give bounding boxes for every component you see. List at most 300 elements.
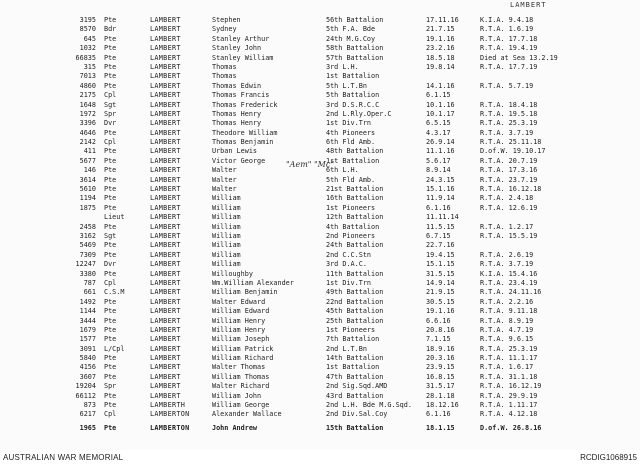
cell-surname: LAMBERT <box>150 241 181 250</box>
cell-rank: Pte <box>104 175 117 184</box>
table-row <box>0 110 640 119</box>
cell-given-names: Thomas Edwin <box>212 81 262 90</box>
cell-rank: L/Cpl <box>104 344 125 353</box>
cell-unit: 11th Battalion <box>326 269 384 278</box>
cell-rank: Cpl <box>104 278 117 287</box>
cell-enlistment-date: 19.1.16 <box>426 307 455 316</box>
cell-given-names: Thomas Frederick <box>212 100 278 109</box>
cell-unit: 4th Battalion <box>326 222 380 231</box>
cell-given-names: William <box>212 222 241 231</box>
cell-service-number: 3396 <box>79 119 96 128</box>
cell-unit: 56th Battalion <box>326 16 384 24</box>
cell-enlistment-date: 20.8.16 <box>426 325 455 334</box>
cell-surname: LAMBERT <box>150 307 181 316</box>
cell-given-names: William <box>212 250 241 259</box>
cell-enlistment-date: 26.9.14 <box>426 138 455 147</box>
cell-surname: LAMBERTON <box>150 410 190 419</box>
cell-unit: 7th Battalion <box>326 335 380 344</box>
cell-unit: 15th Battalion <box>326 423 384 432</box>
cell-surname: LAMBERT <box>150 325 181 334</box>
cell-given-names: William <box>212 231 241 240</box>
cell-surname: LAMBERT <box>150 344 181 353</box>
cell-surname: LAMBERT <box>150 185 181 194</box>
cell-unit: 21st Battalion <box>326 185 384 194</box>
cell-enlistment-date: 15.1.15 <box>426 260 455 269</box>
cell-service-number: 66112 <box>75 391 96 400</box>
cell-enlistment-date: 30.5.15 <box>426 297 455 306</box>
cell-rank: Lieut <box>104 213 125 222</box>
cell-enlistment-date: 14.1.16 <box>426 81 455 90</box>
roll-table <box>0 16 640 433</box>
cell-fate: R.T.A. 20.7.19 <box>480 156 538 165</box>
cell-surname: LAMBERT <box>150 128 181 137</box>
table-row <box>0 25 640 34</box>
cell-service-number: 12247 <box>75 260 96 269</box>
cell-surname: LAMBERT <box>150 297 181 306</box>
cell-unit: 6th L.H. <box>326 166 359 175</box>
cell-surname: LAMBERT <box>150 25 181 34</box>
cell-unit: 5th Battalion <box>326 91 380 100</box>
cell-rank: Pte <box>104 34 117 43</box>
cell-given-names: Stanley William <box>212 53 274 62</box>
cell-unit: 2nd C.C.Stn <box>326 250 372 259</box>
cell-enlistment-date: 6.5.15 <box>426 119 451 128</box>
cell-fate: R.T.A. 1.6.17 <box>480 363 534 372</box>
cell-enlistment-date: 4.3.17 <box>426 128 451 137</box>
cell-surname: LAMBERT <box>150 316 181 325</box>
cell-fate: R.T.A. 19.4.19 <box>480 44 538 53</box>
table-row <box>0 307 640 316</box>
cell-rank: Pte <box>104 53 117 62</box>
cell-service-number: 3614 <box>79 175 96 184</box>
cell-surname: LAMBERT <box>150 288 181 297</box>
cell-given-names: Theodore William <box>212 128 278 137</box>
cell-fate: R.T.A. 23.7.19 <box>480 175 538 184</box>
cell-rank: Sgt <box>104 231 117 240</box>
cell-enlistment-date: 11.1.16 <box>426 147 455 156</box>
cell-given-names: Walter <box>212 166 237 175</box>
cell-fate: R.T.A. 24.11.16 <box>480 288 542 297</box>
cell-fate: R.T.A. 2.6.19 <box>480 250 534 259</box>
cell-service-number: 1679 <box>79 325 96 334</box>
cell-given-names: Walter Thomas <box>212 363 266 372</box>
cell-surname: LAMBERT <box>150 138 181 147</box>
cell-enlistment-date: 18.12.16 <box>426 401 459 410</box>
table-row <box>0 373 640 382</box>
cell-surname: LAMBERT <box>150 269 181 278</box>
cell-rank: Cpl <box>104 410 117 419</box>
cell-enlistment-date: 31.5.15 <box>426 269 455 278</box>
cell-unit: 1st Div.Trn <box>326 278 372 287</box>
table-row <box>0 101 640 110</box>
cell-service-number: 787 <box>83 278 96 287</box>
cell-given-names: Thomas Francis <box>212 91 270 100</box>
table-row <box>0 260 640 269</box>
cell-surname: LAMBERTH <box>150 401 186 410</box>
cell-rank: Pte <box>104 147 117 156</box>
cell-fate: R.T.A. 3.7.19 <box>480 128 534 137</box>
cell-unit: 16th Battalion <box>326 194 384 203</box>
cell-unit: 1st Battalion <box>326 363 380 372</box>
cell-service-number: 5610 <box>79 185 96 194</box>
cell-enlistment-date: 6.6.16 <box>426 316 451 325</box>
cell-enlistment-date: 24.3.15 <box>426 175 455 184</box>
cell-enlistment-date: 7.1.15 <box>426 335 451 344</box>
cell-rank: Pte <box>104 166 117 175</box>
cell-rank: Pte <box>104 81 117 90</box>
cell-rank: Pte <box>104 128 117 137</box>
cell-service-number: 411 <box>83 147 96 156</box>
cell-surname: LAMBERT <box>150 335 181 344</box>
cell-unit: 24th M.G.Coy <box>326 34 376 43</box>
cell-given-names: Wm.William Alexander <box>212 278 294 287</box>
cell-service-number: 3162 <box>79 231 96 240</box>
cell-unit: 14th Battalion <box>326 354 384 363</box>
cell-service-number: 3195 <box>79 16 96 24</box>
cell-fate: K.I.A. 15.4.16 <box>480 269 538 278</box>
cell-fate: R.T.A. 15.5.19 <box>480 231 538 240</box>
cell-surname: LAMBERTON <box>150 423 190 432</box>
cell-service-number: 7013 <box>79 72 96 81</box>
cell-rank: Pte <box>104 325 117 334</box>
cell-enlistment-date: 6.1.16 <box>426 410 451 419</box>
cell-surname: LAMBERT <box>150 34 181 43</box>
cell-given-names: William Benjamin <box>212 288 278 297</box>
table-row <box>0 401 640 410</box>
cell-rank: Pte <box>104 16 117 24</box>
footer-record-id: RCDIG1068915 <box>580 453 637 462</box>
cell-rank: Pte <box>104 363 117 372</box>
cell-rank: Pte <box>104 307 117 316</box>
cell-given-names: William Joseph <box>212 335 270 344</box>
cell-given-names: William <box>212 203 241 212</box>
table-row <box>0 241 640 250</box>
cell-rank: Pte <box>104 241 117 250</box>
cell-given-names: William <box>212 194 241 203</box>
cell-unit: 25th Battalion <box>326 316 384 325</box>
cell-rank: Pte <box>104 372 117 381</box>
table-row <box>0 392 640 401</box>
cell-unit: 2nd Pioneers <box>326 231 376 240</box>
cell-given-names: Walter <box>212 185 237 194</box>
cell-rank: C.S.M <box>104 288 125 297</box>
cell-unit: 1st Pioneers <box>326 325 376 334</box>
cell-fate: R.T.A. 4.12.18 <box>480 410 538 419</box>
cell-enlistment-date: 10.1.17 <box>426 109 455 118</box>
header-surname: LAMBERT <box>510 1 547 9</box>
cell-unit: 2nd Div.Sal.Coy <box>326 410 388 419</box>
cell-enlistment-date: 23.9.15 <box>426 363 455 372</box>
table-row <box>0 35 640 44</box>
cell-fate: R.T.A. 8.9.19 <box>480 316 534 325</box>
cell-surname: LAMBERT <box>150 213 181 222</box>
cell-fate: Died at Sea 13.2.19 <box>480 53 558 62</box>
cell-unit: 1st Div.Trn <box>326 119 372 128</box>
cell-service-number: 3091 <box>79 344 96 353</box>
cell-unit: 5th F.A. Bde <box>326 25 376 34</box>
table-row <box>0 317 640 326</box>
cell-given-names: William Edward <box>212 307 270 316</box>
cell-service-number: 315 <box>83 62 96 71</box>
cell-enlistment-date: 18.9.16 <box>426 344 455 353</box>
cell-given-names: William John <box>212 391 262 400</box>
cell-given-names: William George <box>212 401 270 410</box>
cell-given-names: William Henry <box>212 325 266 334</box>
cell-fate: R.T.A. 1.11.17 <box>480 401 538 410</box>
cell-rank: Pte <box>104 185 117 194</box>
table-row <box>0 63 640 72</box>
cell-service-number: 1032 <box>79 44 96 53</box>
cell-enlistment-date: 19.8.14 <box>426 62 455 71</box>
cell-fate: R.T.A. 3.7.19 <box>480 260 534 269</box>
cell-rank: Cpl <box>104 91 117 100</box>
cell-unit: 57th Battalion <box>326 53 384 62</box>
cell-enlistment-date: 6.1.15 <box>426 91 451 100</box>
cell-service-number: 1875 <box>79 203 96 212</box>
cell-service-number: 3380 <box>79 269 96 278</box>
cell-given-names: William Richard <box>212 354 274 363</box>
cell-surname: LAMBERT <box>150 166 181 175</box>
cell-given-names: Urban Lewis <box>212 147 258 156</box>
cell-service-number: 5469 <box>79 241 96 250</box>
table-row <box>0 138 640 147</box>
cell-unit: 48th Battalion <box>326 147 384 156</box>
cell-fate: R.T.A. 25.11.18 <box>480 138 542 147</box>
cell-fate: R.T.A. 31.1.18 <box>480 372 538 381</box>
footer-bar <box>0 450 640 466</box>
cell-unit: 49th Battalion <box>326 288 384 297</box>
cell-enlistment-date: 19.4.15 <box>426 250 455 259</box>
cell-fate: R.T.A. 29.9.19 <box>480 391 538 400</box>
table-row <box>0 335 640 344</box>
cell-given-names: Stanley Arthur <box>212 34 270 43</box>
cell-given-names: Thomas <box>212 62 237 71</box>
cell-unit: 2nd L.T.Bn <box>326 344 367 353</box>
cell-service-number: 2458 <box>79 222 96 231</box>
table-row <box>0 16 640 25</box>
cell-surname: LAMBERT <box>150 91 181 100</box>
cell-unit: 12th Battalion <box>326 213 384 222</box>
cell-fate: R.T.A. 5.7.19 <box>480 81 534 90</box>
table-row <box>0 298 640 307</box>
table-row <box>0 147 640 156</box>
cell-unit: 2nd L.H. Bde M.G.Sqd. <box>326 401 412 410</box>
cell-fate: R.T.A. 4.7.19 <box>480 325 534 334</box>
cell-unit: 1st Battalion <box>326 72 380 81</box>
cell-given-names: William <box>212 213 241 222</box>
cell-enlistment-date: 23.2.16 <box>426 44 455 53</box>
cell-fate: R.T.A. 1.2.17 <box>480 222 534 231</box>
cell-given-names: William <box>212 241 241 250</box>
cell-service-number: 4646 <box>79 128 96 137</box>
cell-enlistment-date: 19.1.16 <box>426 34 455 43</box>
cell-surname: LAMBERT <box>150 231 181 240</box>
cell-fate: R.T.A. 17.7.19 <box>480 62 538 71</box>
cell-surname: LAMBERT <box>150 175 181 184</box>
cell-service-number: 1972 <box>79 109 96 118</box>
cell-enlistment-date: 11.5.15 <box>426 222 455 231</box>
cell-rank: Pte <box>104 269 117 278</box>
table-row <box>0 354 640 363</box>
cell-surname: LAMBERT <box>150 109 181 118</box>
cell-given-names: Victor George <box>212 156 266 165</box>
cell-enlistment-date: 20.3.16 <box>426 354 455 363</box>
cell-fate: R.T.A. 9.6.15 <box>480 335 534 344</box>
cell-service-number: 6217 <box>79 410 96 419</box>
cell-rank: Pte <box>104 194 117 203</box>
cell-enlistment-date: 16.8.15 <box>426 372 455 381</box>
cell-service-number: 1577 <box>79 335 96 344</box>
cell-rank: Dvr <box>104 119 117 128</box>
cell-fate: R.T.A. 9.11.18 <box>480 307 538 316</box>
table-row <box>0 91 640 100</box>
cell-rank: Pte <box>104 156 117 165</box>
table-row <box>0 194 640 203</box>
cell-surname: LAMBERT <box>150 44 181 53</box>
table-row <box>0 213 640 222</box>
cell-rank: Pte <box>104 72 117 81</box>
table-row <box>0 279 640 288</box>
cell-rank: Cpl <box>104 138 117 147</box>
cell-fate: R.T.A. 1.6.19 <box>480 25 534 34</box>
cell-surname: LAMBERT <box>150 156 181 165</box>
cell-rank: Pte <box>104 335 117 344</box>
cell-surname: LAMBERT <box>150 203 181 212</box>
cell-service-number: 7309 <box>79 250 96 259</box>
cell-unit: 22nd Battalion <box>326 297 384 306</box>
cell-rank: Bdr <box>104 25 117 34</box>
cell-enlistment-date: 22.7.16 <box>426 241 455 250</box>
cell-fate: R.T.A. 19.5.18 <box>480 109 538 118</box>
cell-given-names: William Patrick <box>212 344 274 353</box>
table-row <box>0 54 640 63</box>
cell-fate: R.T.A. 17.7.18 <box>480 34 538 43</box>
cell-service-number: 8570 <box>79 25 96 34</box>
cell-enlistment-date: 6.7.15 <box>426 231 451 240</box>
cell-given-names: Stephen <box>212 16 241 24</box>
cell-given-names: William <box>212 260 241 269</box>
cell-rank: Pte <box>104 316 117 325</box>
cell-enlistment-date: 18.1.15 <box>426 423 455 432</box>
cell-enlistment-date: 8.9.14 <box>426 166 451 175</box>
cell-given-names: John Andrew <box>212 423 258 432</box>
table-row <box>0 129 640 138</box>
table-row <box>0 363 640 372</box>
cell-fate: R.T.A. 17.3.16 <box>480 166 538 175</box>
cell-rank: Sgt <box>104 100 117 109</box>
cell-service-number: 19204 <box>75 382 96 391</box>
table-row <box>0 382 640 391</box>
cell-service-number: 4860 <box>79 81 96 90</box>
cell-service-number: 2142 <box>79 138 96 147</box>
cell-enlistment-date: 21.7.15 <box>426 25 455 34</box>
cell-enlistment-date: 14.9.14 <box>426 278 455 287</box>
cell-rank: Pte <box>104 222 117 231</box>
cell-given-names: Thomas Henry <box>212 109 262 118</box>
cell-enlistment-date: 11.11.14 <box>426 213 459 222</box>
cell-unit: 3rd D.A.C. <box>326 260 367 269</box>
cell-rank: Pte <box>104 203 117 212</box>
table-row <box>0 176 640 185</box>
table-row <box>0 410 640 419</box>
cell-surname: LAMBERT <box>150 81 181 90</box>
cell-service-number: 1194 <box>79 194 96 203</box>
table-row <box>0 119 640 128</box>
cell-enlistment-date: 15.1.16 <box>426 185 455 194</box>
cell-fate: R.T.A. 11.1.17 <box>480 354 538 363</box>
cell-enlistment-date: 5.6.17 <box>426 156 451 165</box>
table-row <box>0 223 640 232</box>
table-row <box>0 288 640 297</box>
footer-institution: AUSTRALIAN WAR MEMORIAL <box>3 453 124 462</box>
cell-rank: Pte <box>104 354 117 363</box>
cell-unit: 24th Battalion <box>326 241 384 250</box>
cell-service-number: 3444 <box>79 316 96 325</box>
cell-rank: Pte <box>104 401 117 410</box>
cell-fate: R.T.A. 16.12.18 <box>480 185 542 194</box>
table-row <box>0 232 640 241</box>
cell-given-names: Alexander Wallace <box>212 410 282 419</box>
cell-enlistment-date: 11.9.14 <box>426 194 455 203</box>
cell-rank: Pte <box>104 391 117 400</box>
cell-rank: Spr <box>104 382 117 391</box>
cell-service-number: 661 <box>83 288 96 297</box>
cell-enlistment-date: 18.5.18 <box>426 53 455 62</box>
cell-surname: LAMBERT <box>150 354 181 363</box>
cell-service-number: 1492 <box>79 297 96 306</box>
cell-fate: R.T.A. 25.3.19 <box>480 344 538 353</box>
cell-given-names: Walter <box>212 175 237 184</box>
cell-given-names: Thomas Henry <box>212 119 262 128</box>
cell-surname: LAMBERT <box>150 147 181 156</box>
cell-rank: Dvr <box>104 260 117 269</box>
table-row <box>0 251 640 260</box>
cell-enlistment-date: 10.1.16 <box>426 100 455 109</box>
cell-surname: LAMBERT <box>150 119 181 128</box>
cell-surname: LAMBERT <box>150 100 181 109</box>
cell-service-number: 146 <box>83 166 96 175</box>
cell-surname: LAMBERT <box>150 53 181 62</box>
cell-fate: R.T.A. 12.6.19 <box>480 203 538 212</box>
cell-unit: 1st Pioneers <box>326 203 376 212</box>
cell-unit: 1st Battalion <box>326 156 380 165</box>
cell-service-number: 66835 <box>75 53 96 62</box>
cell-service-number: 1648 <box>79 100 96 109</box>
cell-fate: K.I.A. 9.4.18 <box>480 16 534 24</box>
handwritten-annotation: "Aem" "Mc" <box>286 160 335 169</box>
cell-fate: R.T.A. 25.3.19 <box>480 119 538 128</box>
cell-surname: LAMBERT <box>150 260 181 269</box>
cell-given-names: Walter Edward <box>212 297 266 306</box>
cell-given-names: Willoughby <box>212 269 253 278</box>
cell-surname: LAMBERT <box>150 382 181 391</box>
table-row <box>0 185 640 194</box>
cell-unit: 5th Fld Amb. <box>326 175 376 184</box>
table-row <box>0 44 640 53</box>
cell-unit: 4th Pioneers <box>326 128 376 137</box>
cell-fate: R.T.A. 16.12.19 <box>480 382 542 391</box>
cell-service-number: 5840 <box>79 354 96 363</box>
cell-fate: R.T.A. 2.2.16 <box>480 297 534 306</box>
cell-surname: LAMBERT <box>150 372 181 381</box>
table-row <box>0 326 640 335</box>
cell-unit: 2nd L.Rly.Oper.C <box>326 109 392 118</box>
cell-service-number: 1965 <box>79 423 96 432</box>
table-row <box>0 72 640 81</box>
cell-rank: Pte <box>104 297 117 306</box>
cell-enlistment-date: 21.9.15 <box>426 288 455 297</box>
cell-surname: LAMBERT <box>150 16 181 24</box>
